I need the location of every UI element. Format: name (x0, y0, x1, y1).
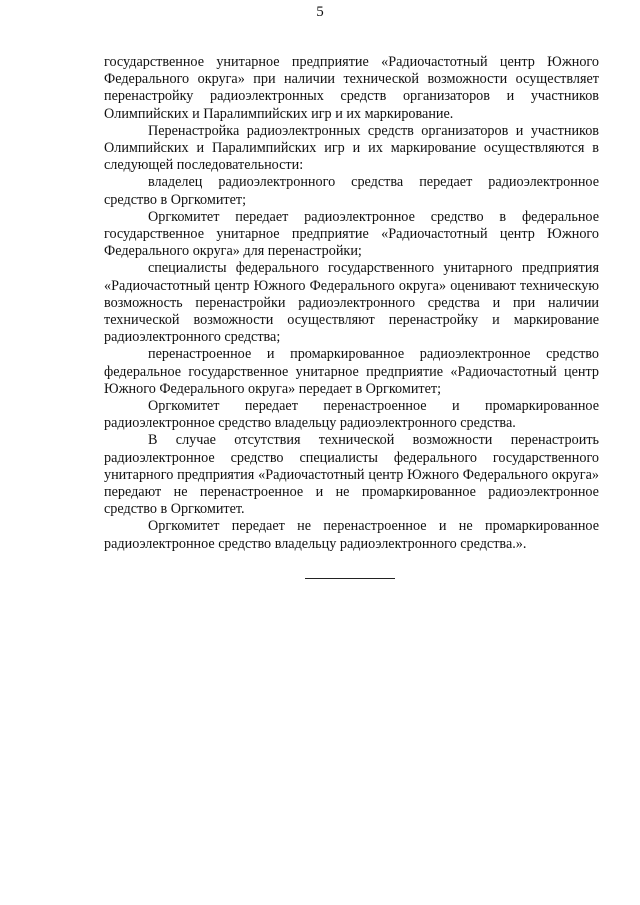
paragraph-final-return: Оргкомитет передает не перенастроенное и не промаркированное радиоэлектронное средство владельцу радиоэлектронного средства.». (104, 518, 599, 552)
paragraph-step-orgcommittee-transfer: Оргкомитет передает радиоэлектронное средство в федеральное государственное унитарное предприятие «Радиочастотный центр Южного Федерального округа» для перенастройки; (104, 208, 599, 260)
paragraph-no-capability-case: В случае отсутствия технической возможности перенастроить радиоэлектронное средство специалисты федерального государственного унитарного предприятия «Радиочастотный центр Южного Федерального округа» передают не перенастроенное и не промаркированное радиоэлектронное средство в Оргкомитет. (104, 432, 599, 518)
page-number: 5 (316, 4, 324, 20)
paragraph-step-owner-transfer: владелец радиоэлектронного средства передает радиоэлектронное средство в Оргкомитет; (104, 174, 599, 208)
document-body (104, 54, 599, 553)
paragraph-procedure-intro: Перенастройка радиоэлектронных средств организаторов и участников Олимпийских и Паралимпийских игр и их маркирование осуществляются в следующей последовательности: (104, 122, 599, 174)
closing-divider-line (305, 578, 395, 579)
paragraph-continuation: государственное унитарное предприятие «Радиочастотный центр Южного Федерального округа» при наличии технической возможности осуществляет перенастройку радиоэлектронных средств организаторов и участников Олимпийских и Паралимпийских игр и их маркирование. (104, 54, 599, 122)
paragraph-step-return-to-owner: Оргкомитет передает перенастроенное и промаркированное радиоэлектронное средство владельцу радиоэлектронного средства. (104, 398, 599, 432)
paragraph-step-specialists-assess: специалисты федерального государственного унитарного предприятия «Радиочастотный центр Южного Федерального округа» оценивают техническую возможность перенастройки радиоэлектронного средства и при наличии технической возможности осуществляют перенастройку и маркирование радиоэлектронного средства; (104, 260, 599, 346)
paragraph-step-return-to-orgcommittee: перенастроенное и промаркированное радиоэлектронное средство федеральное государственное унитарное предприятие «Радиочастотный центр Южного Федерального округа» передает в Оргкомитет; (104, 346, 599, 397)
